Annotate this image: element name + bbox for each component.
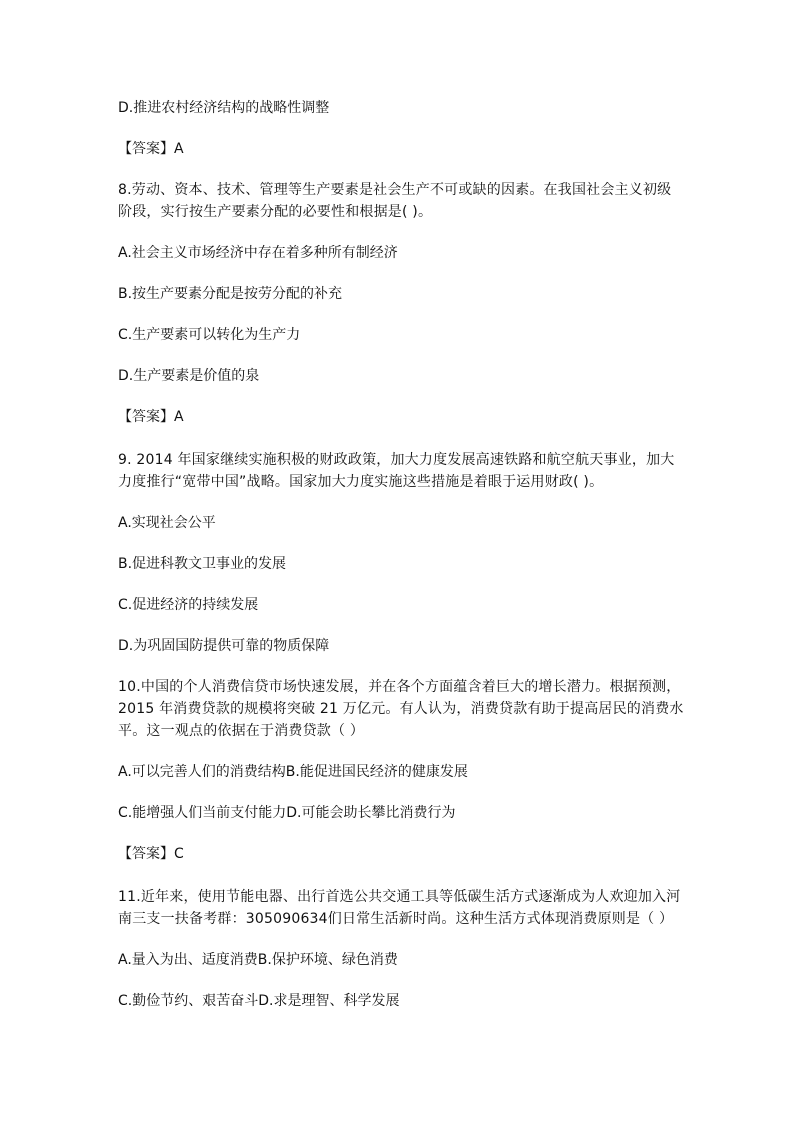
answer-q8: 【答案】A — [118, 409, 184, 425]
option-a-q9: A.实现社会公平 — [118, 515, 216, 531]
question-9-line-2: 力度推行“宽带中国”战略。国家加大力度实施这些措施是着眼于运用财政( )。 — [118, 474, 604, 490]
option-d-q7: D.推进农村经济结构的战略性调整 — [118, 100, 330, 116]
options-ab-q10: A.可以完善人们的消费结构B.能促进国民经济的健康发展 — [118, 764, 468, 780]
option-c-q9: C.促进经济的持续发展 — [118, 597, 259, 613]
options-ab-q11: A.量入为出、适度消费B.保护环境、绿色消费 — [118, 952, 398, 968]
option-c-q8: C.生产要素可以转化为生产力 — [118, 327, 301, 343]
option-d-q9: D.为巩固国防提供可靠的物质保障 — [118, 638, 330, 654]
answer-q7: 【答案】A — [118, 141, 184, 157]
question-11-line-1: 11.近年来，使用节能电器、出行首选公共交通工具等低碳生活方式逐渐成为人欢迎加入河 — [118, 889, 681, 905]
question-9-line-1: 9. 2014 年国家继续实施积极的财政政策，加大力度发展高速铁路和航空航天事业，加大 — [118, 452, 675, 468]
answer-q10: 【答案】C — [118, 846, 184, 862]
question-10-line-3: 平。这一观点的依据在于消费贷款（ ） — [118, 723, 365, 739]
option-a-q8: A.社会主义市场经济中存在着多种所有制经济 — [118, 245, 398, 261]
option-b-q9: B.促进科教文卫事业的发展 — [118, 556, 287, 572]
question-8-line-1: 8.劳动、资本、技术、管理等生产要素是社会生产不可或缺的因素。在我国社会主义初级 — [118, 182, 672, 198]
question-10-line-1: 10.中国的个人消费信贷市场快速发展，并在各个方面蕴含着巨大的增长潜力。根据预测， — [118, 679, 681, 695]
options-cd-q10: C.能增强人们当前支付能力D.可能会助长攀比消费行为 — [118, 805, 456, 821]
options-cd-q11: C.勤俭节约、艰苦奋斗D.求是理智、科学发展 — [118, 993, 400, 1009]
question-8-line-2: 阶段，实行按生产要素分配的必要性和根据是( )。 — [118, 204, 433, 220]
question-11-line-2: 南三支一扶备考群：305090634们日常生活新时尚。这种生活方式体现消费原则是（ ） — [118, 911, 674, 927]
question-10-line-2: 2015 年消费贷款的规模将突破 21 万亿元。有人认为，消费贷款有助于提高居民的消费水 — [118, 701, 684, 717]
option-b-q8: B.按生产要素分配是按劳分配的补充 — [118, 286, 343, 302]
option-d-q8: D.生产要素是价值的泉 — [118, 368, 260, 384]
